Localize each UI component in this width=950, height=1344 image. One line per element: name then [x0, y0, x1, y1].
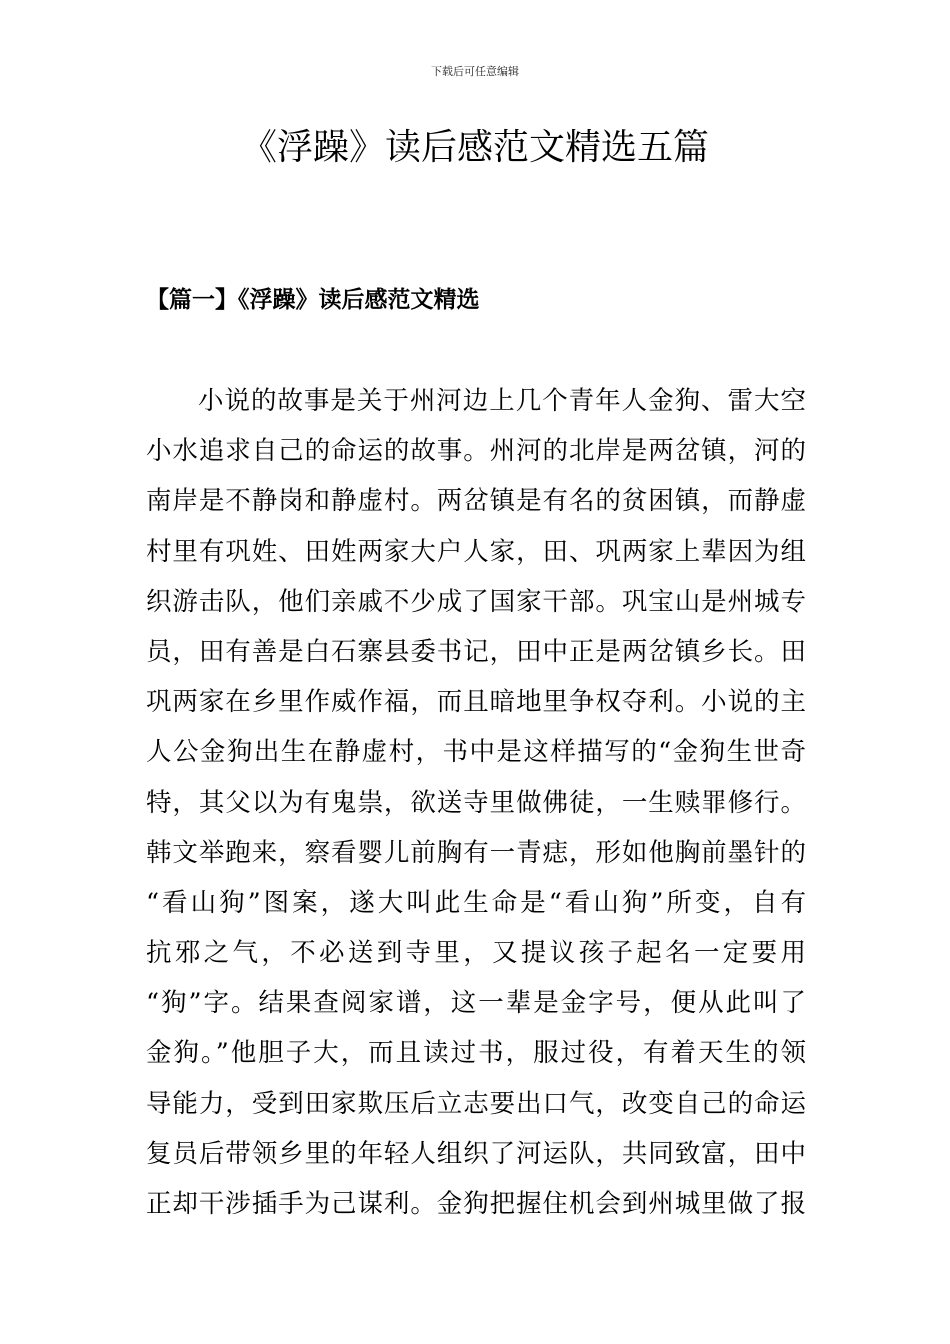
paragraph-line: 特，其父以为有鬼祟，欲送寺里做佛徒，一生赎罪修行。	[146, 787, 806, 818]
paragraph-line: 织游击队，他们亲戚不少成了国家干部。巩宝山是州城专	[146, 586, 806, 617]
paragraph-line: 小水追求自己的命运的故事。州河的北岸是两岔镇，河的	[146, 436, 806, 467]
paragraph-line: 南岸是不静岗和静虚村。两岔镇是有名的贫困镇，而静虚	[146, 486, 806, 517]
paragraph-line: “看山狗”图案，遂大叫此生命是“看山狗”所变，自有	[146, 887, 806, 918]
section-heading: 【篇一】《浮躁》读后感范文精选	[146, 286, 480, 313]
paragraph-line: 导能力，受到田家欺压后立志要出口气，改变自己的命运	[146, 1088, 806, 1119]
paragraph-line: 村里有巩姓、田姓两家大户人家，田、巩两家上辈因为组	[146, 536, 806, 567]
paragraph-line: 小说的故事是关于州河边上几个青年人金狗、雷大空	[198, 386, 806, 416]
paragraph-line: 抗邪之气，不必送到寺里，又提议孩子起名一定要用	[146, 938, 806, 969]
body-paragraph	[146, 376, 806, 1229]
header-note: 下载后可任意编辑	[431, 65, 519, 78]
paragraph-line: “狗”字。结果查阅家谱，这一辈是金字号，便从此叫了	[146, 988, 806, 1019]
paragraph-line: 正却干涉插手为己谋利。金狗把握住机会到州城里做了报	[146, 1189, 806, 1219]
paragraph-line: 员，田有善是白石寨县委书记，田中正是两岔镇乡长。田	[146, 636, 806, 667]
paragraph-line: 韩文举跑来，察看婴儿前胸有一青痣，形如他胸前墨针的	[146, 837, 806, 868]
paragraph-line: 巩两家在乡里作威作福，而且暗地里争权夺利。小说的主	[146, 687, 806, 718]
document-title: 《浮躁》读后感范文精选五篇	[240, 127, 709, 168]
paragraph-line: 金狗。”他胆子大，而且读过书，服过役，有着天生的领	[146, 1038, 806, 1069]
paragraph-line: 人公金狗出生在静虚村，书中是这样描写的“金狗生世奇	[146, 737, 806, 768]
paragraph-line: 复员后带领乡里的年轻人组织了河运队，共同致富，田中	[146, 1138, 806, 1169]
